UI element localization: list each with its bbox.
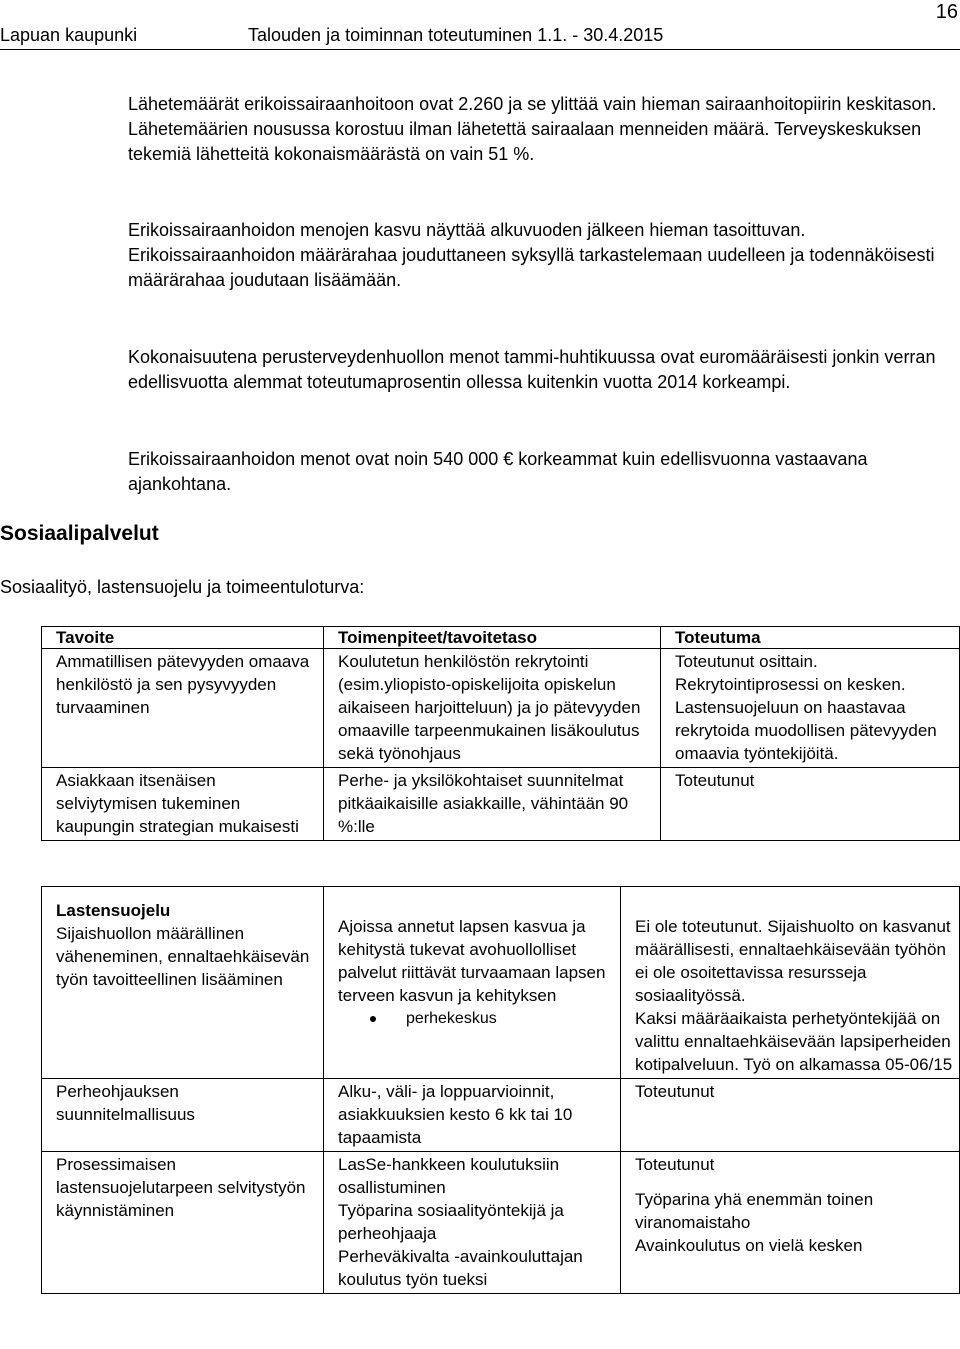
result-text: Avainkoulutus on vielä kesken (635, 1236, 863, 1255)
paragraph-primary-care-total: Kokonaisuutena perusterveydenhuollon menot tammi-huhtikuussa ovat euromääräisesti jonkin verran edellisvuotta alemmat toteutumaprosentin ollessa kuitenkin vuotta 2014 korkeampi. (128, 347, 936, 392)
paragraph-specialized-care-costs: Erikoissairaanhoidon menojen kasvu näyttää alkuvuoden jälkeen hieman tasoittuvan. Erikoissairaanhoidon määrärahaa jouduttaneen syksyllä tarkastelemaan uudelleen ja todennäköisesti määrärahaa joudutaan lisäämään. (128, 220, 935, 290)
result-cell: Toteutunut osittain. Rekrytointiprosessi on kesken. Lastensuojeluun on haastavaa rekrytoida muodollisen pätevyyden omaavia työntekijöitä. (661, 649, 960, 768)
action-cell (324, 887, 621, 1079)
action-cell (324, 1152, 621, 1294)
column-header-actions: Toimenpiteet/tavoitetaso (324, 627, 661, 649)
action-text: Ajoissa annetut lapsen kasvua ja kehitystä tukevat avohuollolliset palvelut riittävät turvaamaan lapsen terveen kasvun ja kehityksen (338, 917, 606, 1005)
header-rule (0, 49, 960, 50)
goal-text: Sijaishuollon määrällinen väheneminen, ennaltaehkäisevän työn tavoitteellinen lisääminen (56, 924, 310, 989)
header-organization: Lapuan kaupunki (0, 25, 138, 45)
action-cell: Alku-, väli- ja loppuarvioinnit, asiakkuuksien kesto 6 kk tai 10 tapaamista (324, 1079, 621, 1152)
goal-cell: Perheohjauksen suunnitelmallisuus (42, 1079, 324, 1152)
result-cell: Toteutunut (621, 1079, 960, 1152)
result-text: Kaksi määräaikaista perhetyöntekijää on valittu ennaltaehkäisevään lapsiperheiden kotipalveluun. Työ on alkamassa 05-06/15 (635, 1009, 953, 1074)
page-number: 16 (935, 1, 958, 23)
section-label: Lastensuojelu (56, 901, 171, 920)
goal-cell: Ammatillisen pätevyyden omaava henkilöstö ja sen pysyvyyden turvaaminen (42, 649, 324, 768)
page-header (0, 1, 960, 53)
section-heading: Sosiaalipalvelut (0, 522, 159, 545)
column-header-goal: Tavoite (42, 627, 324, 649)
subsection-heading: Sosiaalityö, lastensuojelu ja toimeentuloturva: (0, 577, 365, 597)
table-row (42, 887, 960, 1079)
paragraph-specialized-care-difference: Erikoissairaanhoidon menot ovat noin 540 000 € korkeammat kuin edellisvuonna vastaavana ajankohtana. (128, 449, 868, 494)
table-header-row (42, 627, 960, 649)
result-cell (621, 1152, 960, 1294)
result-text: Työparina yhä enemmän toinen viranomaistaho (635, 1190, 874, 1232)
goal-cell (42, 887, 324, 1079)
list-item: perhekeskus (406, 1007, 616, 1030)
spacer (635, 1176, 955, 1188)
result-cell: Toteutunut (661, 768, 960, 841)
action-text: Perheväkivalta -avainkouluttajan koulutus työn tueksi (338, 1247, 583, 1289)
action-text: LasSe-hankkeen koulutuksiin osallistuminen (338, 1155, 560, 1197)
action-cell: Perhe- ja yksilökohtaiset suunnitelmat pitkäaikaisille asiakkaille, vähintään 90 %:lle (324, 768, 661, 841)
table-row (42, 1152, 960, 1294)
result-cell (621, 887, 960, 1079)
goal-cell: Prosessimaisen lastensuojelutarpeen selvitystyön käynnistäminen (42, 1152, 324, 1294)
result-text: Ei ole toteutunut. Sijaishuolto on kasvanut määrällisesti, ennaltaehkäisevään työhön ei ole osoitettavissa resursseja sosiaalityössä. (635, 917, 951, 1005)
bullet-list (338, 1007, 616, 1030)
header-document-title: Talouden ja toiminnan toteutuminen 1.1. - 30.4.2015 (248, 25, 664, 45)
table-row (42, 649, 960, 768)
action-text: Työparina sosiaalityöntekijä ja perheohjaaja (338, 1201, 564, 1243)
goals-table-social-work (41, 626, 960, 841)
result-text: Toteutunut (635, 1155, 715, 1174)
action-cell: Koulutetun henkilöstön rekrytointi (esim.yliopisto-opiskelijoita opiskelun aikaiseen harjoitteluun) ja jo pätevyyden omaaville tarpeenmukainen lisäkoulutus sekä työnohjaus (324, 649, 661, 768)
table-row (42, 1079, 960, 1152)
goals-table-child-protection (41, 886, 960, 1294)
paragraph-referrals: Lähetemäärät erikoissairaanhoitoon ovat 2.260 ja se ylittää vain hieman sairaanhoitopiirin keskitason. Lähetemäärien nousussa korostuu ilman lähetettä sairaalaan menneiden määrä. Terveyskeskuksen tekemiä lähetteitä kokonaismäärästä on vain 51 %. (128, 94, 937, 164)
goal-cell: Asiakkaan itsenäisen selviytymisen tukeminen kaupungin strategian mukaisesti (42, 768, 324, 841)
column-header-result: Toteutuma (661, 627, 960, 649)
table-row (42, 768, 960, 841)
